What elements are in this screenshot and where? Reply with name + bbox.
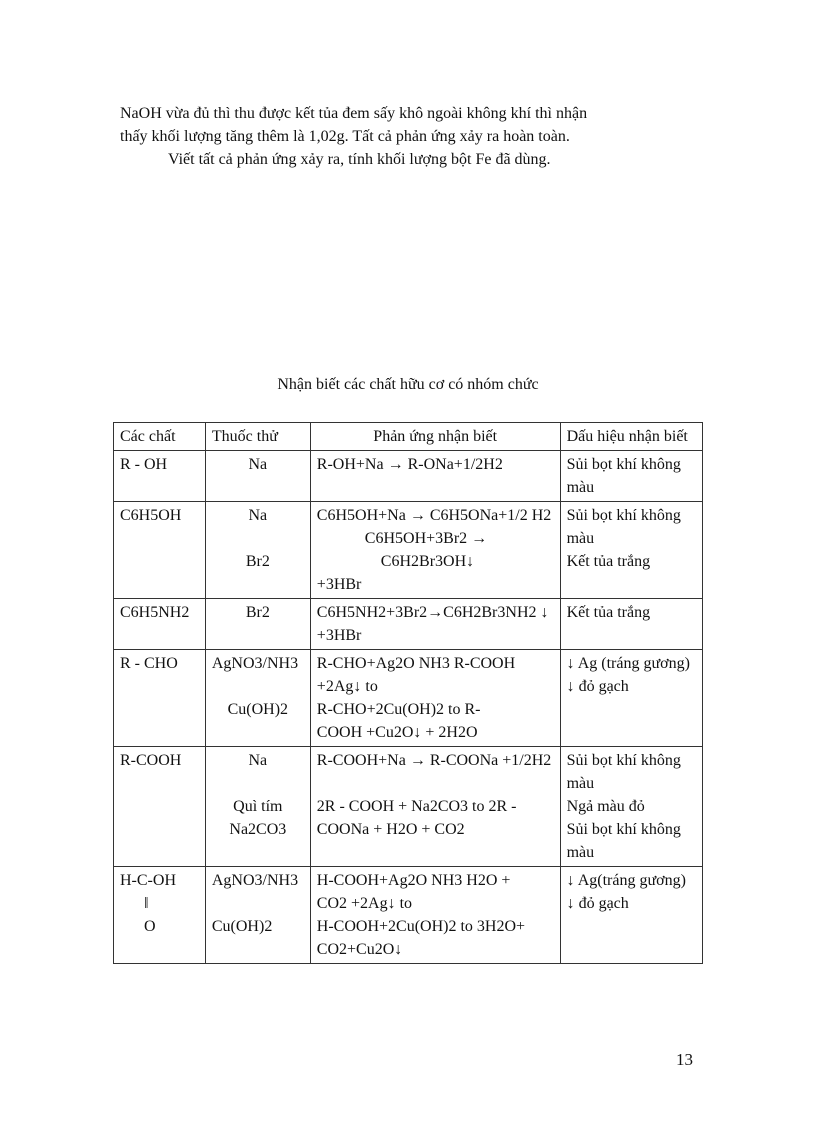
reaction-cell <box>310 502 560 599</box>
sign-cell <box>560 650 702 747</box>
sign-cell <box>560 502 702 599</box>
reaction-line: +3HBr <box>316 576 362 593</box>
table-row <box>114 599 703 650</box>
substance-cell: R-COOH <box>114 747 206 867</box>
sign-line: Sủi bọt khí không màu <box>566 507 681 547</box>
reaction-line: 2R - COOH + Na2CO3 to 2R - COONa + H2O + CO2 <box>316 798 517 838</box>
sign-line: Sủi bọt khí không màu <box>566 752 681 792</box>
header-sign: Dấu hiệu nhận biết <box>560 423 702 451</box>
sign-cell <box>560 867 702 964</box>
reagent-cell <box>205 867 310 964</box>
substance-cell: R - CHO <box>114 650 206 747</box>
reaction-line: R-COOH+Na → R-COONa +1/2H2 <box>316 752 552 769</box>
reagent-line: Quì tím <box>233 798 283 815</box>
substance-cell: C6H5NH2 <box>114 599 206 650</box>
reaction-line: R-CHO+2Cu(OH)2 to R- <box>316 701 481 718</box>
reagent-line: Na2CO3 <box>229 821 287 838</box>
header-substance: Các chất <box>114 423 206 451</box>
header-reaction: Phản ứng nhận biết <box>310 423 560 451</box>
reagent-line: Cu(OH)2 <box>227 701 289 718</box>
sign-line: ↓ đỏ gạch <box>566 895 629 912</box>
page-number: 13 <box>676 1050 693 1069</box>
reaction-line: C6H5OH+3Br2 → <box>364 530 488 547</box>
substance-line: O <box>144 918 156 935</box>
sign-line: ↓ Ag (tráng gương) <box>566 655 690 672</box>
intro-line-2: thấy khối lượng tăng thêm là 1,02g. Tất cả phản ứng xảy ra hoàn toàn. <box>120 128 570 145</box>
identification-table <box>113 422 703 964</box>
reaction-line: R-CHO+Ag2O NH3 R-COOH <box>316 655 516 672</box>
sign-line: ↓ đỏ gạch <box>566 678 629 695</box>
reaction-cell <box>310 650 560 747</box>
reaction-cell: C6H5NH2+3Br2→C6H2Br3NH2 ↓ +3HBr <box>310 599 560 650</box>
reagent-line: AgNO3/NH3 <box>211 872 299 889</box>
reaction-cell: R-OH+Na → R-ONa+1/2H2 <box>310 451 560 502</box>
reagent-line: AgNO3/NH3 <box>211 655 299 672</box>
table-header-row <box>114 423 703 451</box>
substance-line: H-C-OH <box>120 872 176 889</box>
substance-cell: R - OH <box>114 451 206 502</box>
sign-cell: Sủi bọt khí không màu <box>560 451 702 502</box>
sign-cell: Kết tủa trắng <box>560 599 702 650</box>
substance-cell <box>114 867 206 964</box>
sign-line: ↓ Ag(tráng gương) <box>566 872 686 889</box>
reagent-line: Na <box>248 507 268 524</box>
reaction-line: H-COOH+Ag2O NH3 H2O + <box>316 872 511 889</box>
intro-line-1: NaOH vừa đủ thì thu được kết tủa đem sấy khô ngoài không khí thì nhận <box>120 105 588 122</box>
reagent-cell: Na <box>205 451 310 502</box>
reaction-line: COOH +Cu2O↓ + 2H2O <box>316 724 478 741</box>
table-row <box>114 451 703 502</box>
reaction-line: CO2 +2Ag↓ to <box>316 895 413 912</box>
reagent-cell <box>205 650 310 747</box>
reaction-line: CO2+Cu2O↓ <box>316 941 403 958</box>
sign-cell <box>560 747 702 867</box>
reaction-cell <box>310 867 560 964</box>
reagent-line: Na <box>248 752 268 769</box>
substance-cell: C6H5OH <box>114 502 206 599</box>
reaction-line: H-COOH+2Cu(OH)2 to 3H2O+ <box>316 918 526 935</box>
sign-line: Kết tủa trắng <box>566 553 651 570</box>
substance-line: ‖ <box>144 895 149 912</box>
header-reagent: Thuốc thử <box>205 423 310 451</box>
table-row <box>114 502 703 599</box>
reagent-cell <box>205 502 310 599</box>
intro-line-3: Viết tất cả phản ứng xảy ra, tính khối lượng bột Fe đã dùng. <box>168 151 551 168</box>
section-title: Nhận biết các chất hữu cơ có nhóm chức <box>277 376 539 393</box>
reagent-line: Cu(OH)2 <box>211 918 273 935</box>
reagent-cell: Br2 <box>205 599 310 650</box>
reaction-line: C6H5OH+Na → C6H5ONa+1/2 H2 <box>316 507 552 524</box>
reaction-line: C6H2Br3OH↓ <box>380 553 475 570</box>
reagent-cell <box>205 747 310 867</box>
table-row <box>114 867 703 964</box>
sign-line: Ngả màu đỏ <box>566 798 645 815</box>
table-row <box>114 650 703 747</box>
table-row <box>114 747 703 867</box>
reaction-cell <box>310 747 560 867</box>
sign-line: Sủi bọt khí không màu <box>566 821 681 861</box>
reagent-line: Br2 <box>245 553 270 570</box>
reaction-line: +2Ag↓ to <box>316 678 378 695</box>
